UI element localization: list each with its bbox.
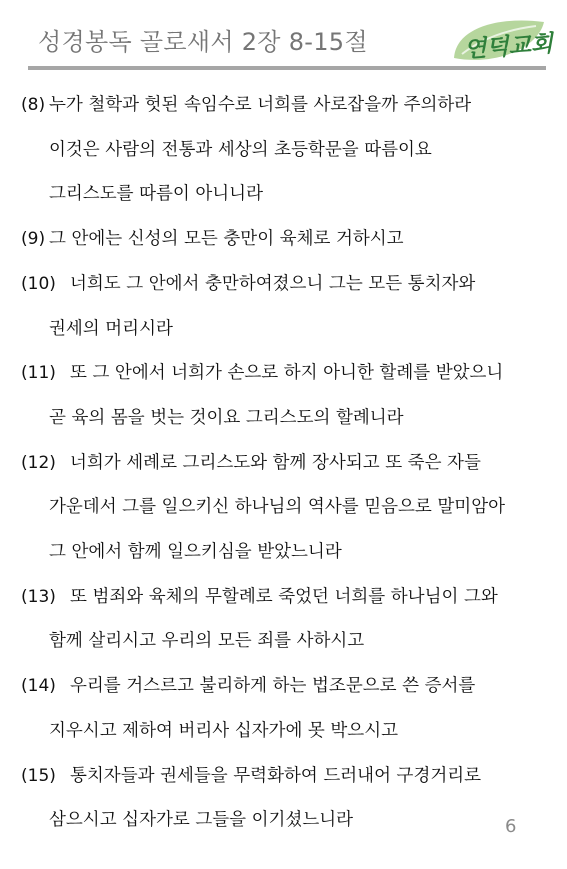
verse-line-first [0,87,567,123]
verse-line-continued [0,132,567,168]
logo-text: 연덕교회 [463,29,554,64]
verse-text: 너희가 세례로 그리스도와 함께 장사되고 또 죽은 자들 [70,452,481,473]
verse-text: 지우시고 제하여 버리사 십자가에 못 박으시고 [49,720,399,741]
verse-line-continued [0,176,567,212]
verse-number: (10) [21,273,56,294]
verse-line-first [0,668,567,704]
verse-number: (8) [21,95,46,115]
verse-number: (12) [21,452,56,473]
verse-line-continued [0,489,567,525]
verse-number: (14) [21,676,56,697]
verse-text: 이것은 사람의 전통과 세상의 초등학문을 따름이요 [49,139,432,160]
verse-text: 또 범죄와 육체의 무할례로 죽었던 너희를 하나님이 그와 [70,586,498,607]
verse-number: (11) [21,363,56,384]
header-divider [28,66,546,70]
verse-line-first [0,355,567,391]
verse-number: (15) [21,765,56,786]
verse-text: 곧 육의 몸을 벗는 것이요 그리스도의 할례니라 [49,407,404,428]
verse-number: (13) [21,586,56,607]
verse-text: 그 안에는 신성의 모든 충만이 육체로 거하시고 [49,229,404,250]
verse-line-continued [0,311,567,347]
verse-line-first [0,579,567,615]
verse-text: 그 안에서 함께 일으키심을 받았느니라 [49,542,342,562]
verse-text: 우리를 거스르고 불리하게 하는 법조문으로 쓴 증서를 [70,676,476,697]
page-title: 성경봉독 골로새서 2장 8-15절 [38,28,368,56]
verse-text: 너희도 그 안에서 충만하여졌으니 그는 모든 통치자와 [70,273,476,294]
page-number: 6 [505,816,517,837]
verse-line-continued [0,713,567,749]
verse-text: 누가 철학과 헛된 속임수로 너희를 사로잡을까 주의하라 [49,95,472,115]
verse-number: (9) [21,229,46,250]
verse-line-first [0,221,567,257]
verse-text: 삼으시고 십자가로 그들을 이기셨느니라 [49,810,354,831]
verse-line-first [0,266,567,302]
verse-line-continued [0,623,567,659]
verse-text: 권세의 머리시라 [49,318,173,339]
verse-line-first [0,758,567,794]
verse-text: 그리스도를 따름이 아니니라 [49,184,263,205]
church-logo [446,14,552,66]
verse-line-continued [0,400,567,436]
verse-text: 함께 살리시고 우리의 모든 죄를 사하시고 [49,631,365,652]
verse-text: 가운데서 그를 일으키신 하나님의 역사를 믿음으로 말미암아 [49,497,505,518]
verse-line-continued [0,534,567,570]
verse-text: 또 그 안에서 너희가 손으로 하지 아니한 할례를 받았으니 [70,363,504,384]
verse-line-continued [0,802,567,838]
verse-line-first [0,445,567,481]
verse-text: 통치자들과 권세들을 무력화하여 드러내어 구경거리로 [70,765,482,786]
